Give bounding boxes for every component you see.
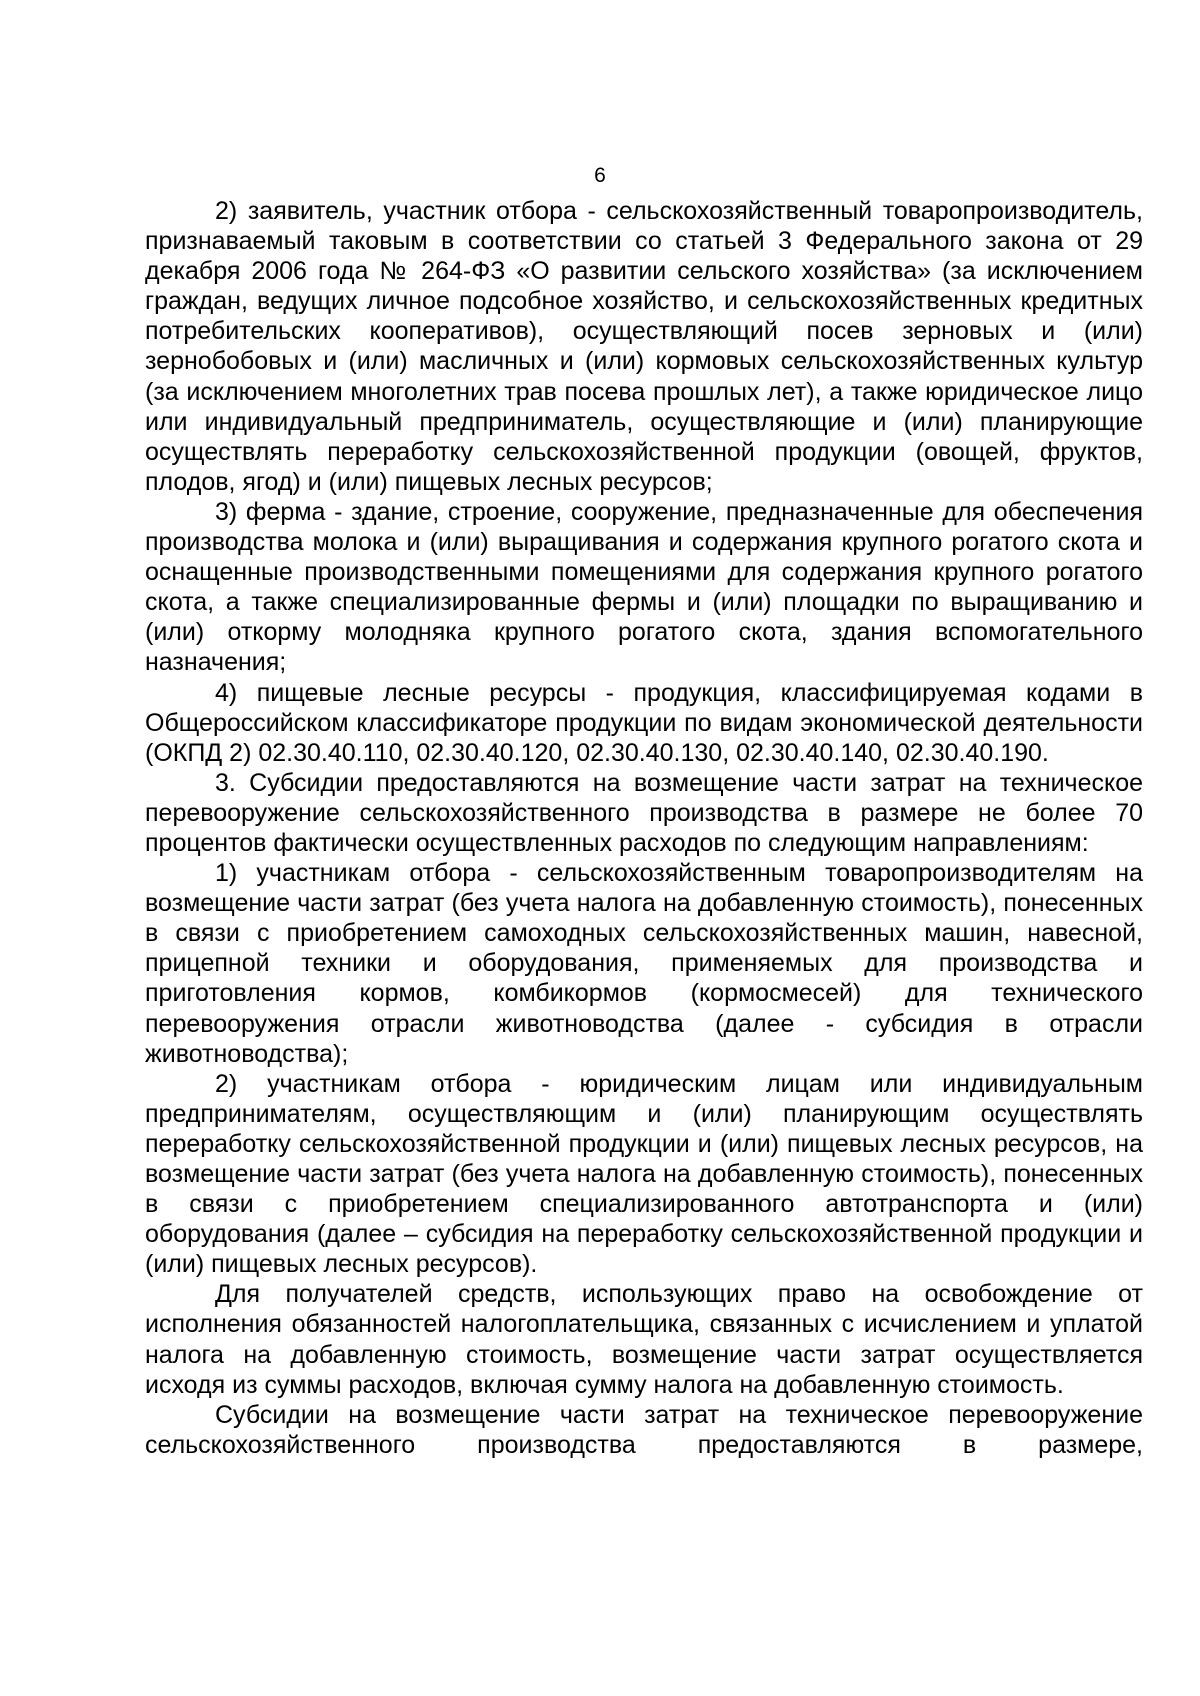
paragraph-applicant-definition: 2) заявитель, участник отбора - сельскохозяйственный товаропроизводитель, признаваемый таковым в соответствии со статьей 3 Федерального закона от 29 декабря 2006 года № 264-ФЗ «О развитии сельского хозяйства» (за исключением граждан, ведущих личное подсобное хозяйство, и сельскохозяйственных кредитных потребительских кооперативов), осуществляющий посев зерновых и (или) зернобобовых и (или) масличных и (или) кормовых сельскохозяйственных культур (за исключением многолетних трав посева прошлых лет), а также юридическое лицо или индивидуальный предприниматель, осуществляющие и (или) планирующие осуществлять переработку сельскохозяйственной продукции (овощей, фруктов, плодов, ягод) и (или) пищевых лесных ресурсов; [145,197,1143,496]
paragraph-farm-definition: 3) ферма - здание, строение, сооружение, предназначенные для обеспечения производства молока и (или) выращивания и содержания крупного рогатого скота и оснащенные производственными помещениями для содержания крупного рогатого скота, а также специализированные фермы и (или) площадки по выращиванию и (или) откорму молодняка крупного рогатого скота, здания вспомогательного назначения; [145,497,1143,677]
paragraph-vat-exemption: Для получателей средств, использующих право на освобождение от исполнения обязанностей налогоплательщика, связанных с исчислением и уплатой налога на добавленную стоимость, возмещение части затрат осуществляется исходя из суммы расходов, включая сумму налога на добавленную стоимость. [145,1280,1143,1399]
paragraph-section-3-subsidies: 3. Субсидии предоставляются на возмещение части затрат на техническое перевооружение сельскохозяйственного производства в размере не более 70 процентов фактически осуществленных расходов по следующим направлениям: [145,768,1143,857]
paragraph-forest-resources-definition: 4) пищевые лесные ресурсы - продукция, классифицируемая кодами в Общероссийском классификаторе продукции по видам экономической деятельности (ОКПД 2) 02.30.40.110, 02.30.40.120, 02.30.40.130, 02.30.40.140, 02.30.40.190. [145,678,1143,767]
paragraph-direction-processing: 2) участникам отбора - юридическим лицам или индивидуальным предпринимателям, осуществляющим и (или) планирующим осуществлять переработку сельскохозяйственной продукции и (или) пищевых лесных ресурсов, на возмещение части затрат (без учета налога на добавленную стоимость), понесенных в связи с приобретением специализированного автотранспорта и (или) оборудования (далее – субсидия на переработку сельскохозяйственной продукции и (или) пищевых лесных ресурсов). [145,1069,1143,1279]
page-number: 6 [594,164,606,187]
paragraph-subsidy-size: Субсидии на возмещение части затрат на техническое перевооружение сельскохозяйственного производства предоставляются в размере, [145,1400,1143,1459]
document-body [145,196,1143,1460]
paragraph-direction-livestock: 1) участникам отбора - сельскохозяйственным товаропроизводителям на возмещение части затрат (без учета налога на добавленную стоимость), понесенных в связи с приобретением самоходных сельскохозяйственных машин, навесной, прицепной техники и оборудования, применяемых для производства и приготовления кормов, комбикормов (кормосмесей) для технического перевооружения отрасли животноводства (далее - субсидия в отрасли животноводства); [145,859,1143,1068]
